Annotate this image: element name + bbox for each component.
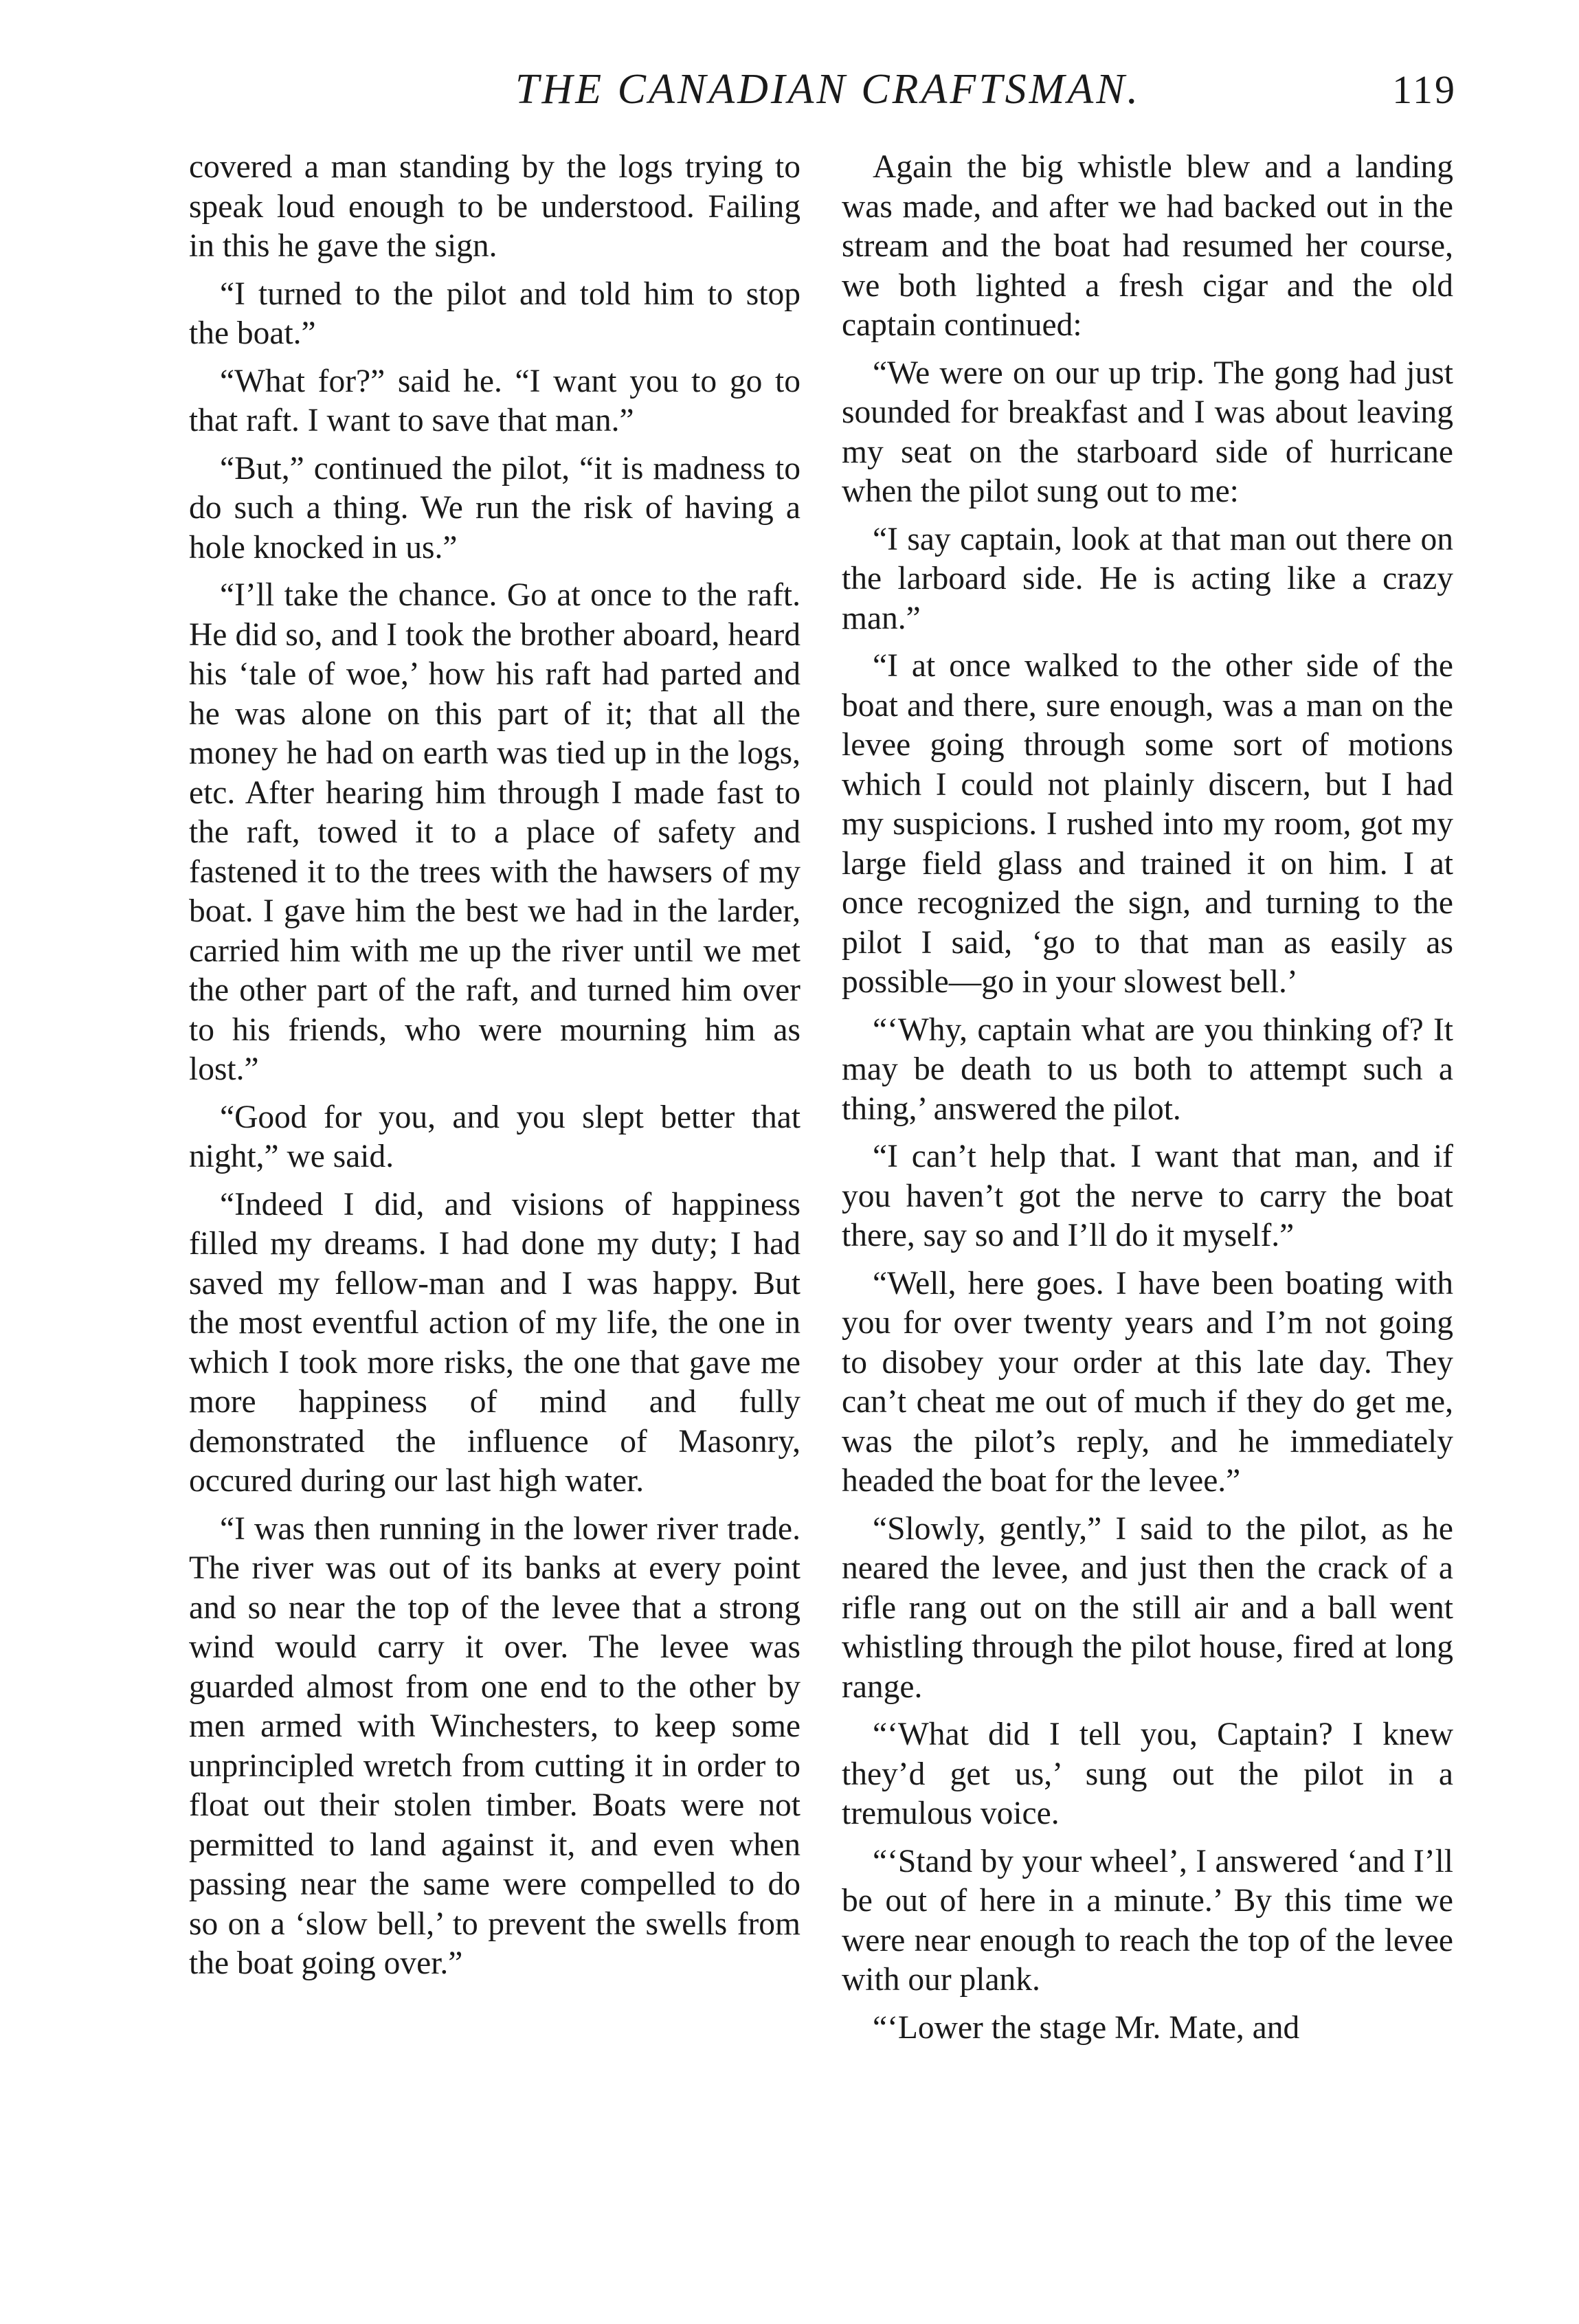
paragraph: Again the big whistle blew and a landing was made, and after we had backed out in the stream and the boat had resumed her course, we both lighted a fresh cigar and the old captain continued: (842, 149, 1453, 343)
paragraph: “‘Stand by your wheel’, I answered ‘and I’ll be out of here in a minute.’ By this time we were near enough to reach the top of the levee with our plank. (842, 1843, 1453, 1998)
paragraph: “‘Lower the stage Mr. Mate, and (873, 2009, 1300, 2046)
paragraph: “Indeed I did, and visions of happiness filled my dreams. I had done my duty; I had saved my fellow-man and I was happy. But the most eventful action of my life, the one in which I took more risks, the one that gave me more happiness of mind and fully demonstrated the influence of Masonry, occured during our last high water. (189, 1186, 800, 1499)
paragraph: “I was then running in the lower river trade. The river was out of its banks at every point and so near the top of the levee that a strong wind would carry it over. The levee was guarded almost from one end to the other by men armed with Winchesters, to keep some unprincipled wretch from cutting it in order to float out their stolen timber. Boats were not permitted to land against it, and even when passing near the same were compelled to do so on a ‘slow bell,’ to prevent the swells from the boat going over.” (189, 1510, 800, 1981)
running-title: THE CANADIAN CRAFTSMAN. (515, 66, 1141, 113)
paragraph: “I say captain, look at that man out there on the larboard side. He is acting like a crazy man.” (842, 521, 1453, 636)
paragraph: “Slowly, gently,” I said to the pilot, as he neared the levee, and just then the crack of a rifle rang out on the still air and a ball went whistling through the pilot house, fired at long range. (842, 1510, 1453, 1705)
paragraph: “‘Why, captain what are you thinking of? It may be death to us both to attempt such a thing,’ answered the pilot. (842, 1012, 1453, 1127)
left-column (189, 148, 800, 1992)
right-column (842, 148, 1453, 2056)
paragraph: “We were on our up trip. The gong had just sounded for breakfast and I was about leaving my seat on the starboard side of hurricane when the pilot sung out to me: (842, 355, 1453, 509)
paragraph: “I at once walked to the other side of the boat and there, sure enough, was a man on the levee going through some sort of motions which I could not plainly discern, but I had my suspicions. I rushed into my room, got my large field glass and trained it on him. I at once recognized the sign, and turning to the pilot I said, ‘go to that man as easily as possible—go in your slowest bell.’ (842, 648, 1453, 1000)
page-number: 119 (1392, 67, 1457, 112)
paragraph: covered a man standing by the logs trying to speak loud enough to be understood. Failing in this he gave the sign. (189, 149, 800, 264)
paragraph: “Well, here goes. I have been boating with you for over twenty years and I’m not going to disobey your order at this late day. They can’t cheat me out of much if they do get me, was the pilot’s reply, and he immediately headed the boat for the levee.” (842, 1265, 1453, 1499)
paragraph: “I turned to the pilot and told him to stop the boat.” (189, 276, 800, 351)
paragraph: “‘What did I tell you, Captain? I knew they’d get us,’ sung out the pilot in a tremulous voice. (842, 1717, 1453, 1831)
paragraph: “But,” continued the pilot, “it is madness to do such a thing. We run the risk of having a hole knocked in us.” (189, 450, 800, 566)
paragraph: “I’ll take the chance. Go at once to the raft. He did so, and I took the brother aboard, heard his ‘tale of woe,’ how his raft had parted and he was alone on this part of it; that all the money he had on earth was tied up in the logs, etc. After hearing him through I made fast to the raft, towed it to a place of safety and fastened it to the trees with the hawsers of my boat. I gave him the best we had in the larder, carried him with me up the river until we met the other part of the raft, and turned him over to his friends, who were mourning him as lost.” (189, 577, 800, 1087)
page-header (186, 65, 1457, 127)
paragraph: “I can’t help that. I want that man, and if you haven’t got the nerve to carry the boat there, say so and I’ll do it myself.” (842, 1139, 1453, 1253)
paragraph: “Good for you, and you slept better that night,” we said. (189, 1099, 800, 1174)
paragraph: “What for?” said he. “I want you to go to that raft. I want to save that man.” (189, 363, 800, 438)
